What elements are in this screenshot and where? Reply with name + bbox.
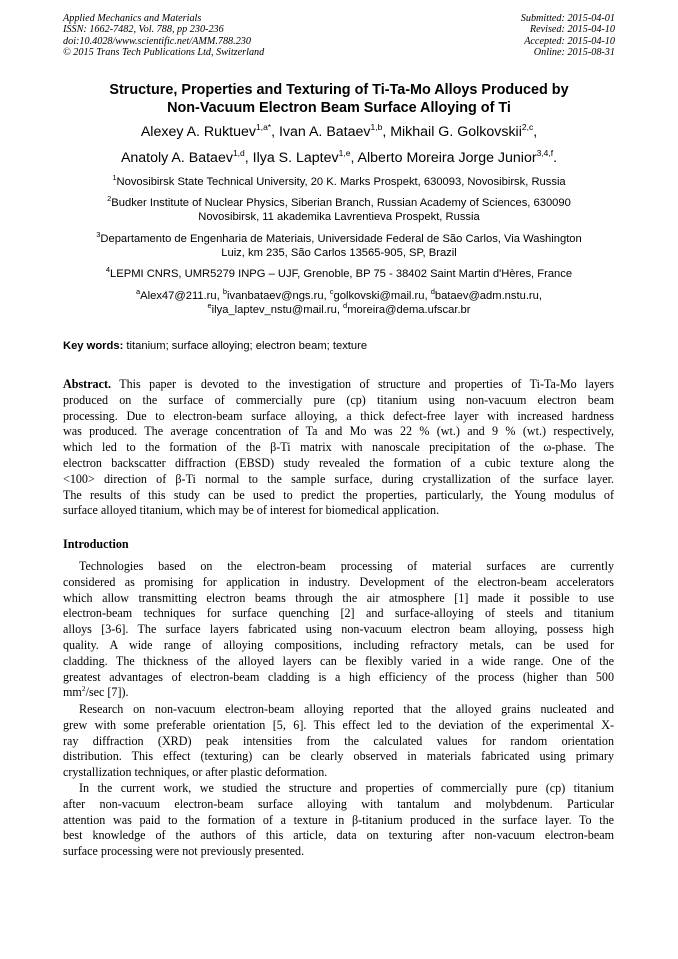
affiliation-1: [60, 175, 618, 189]
affiliation-sup: 1: [112, 173, 117, 182]
unit-text: mm: [63, 685, 82, 700]
body-line: In the current work, we studied the structure and properties of commercially pure (cp) titanium: [79, 781, 614, 795]
email-line: [60, 289, 618, 303]
affiliation-2: [60, 196, 618, 224]
abstract-line: processing. Due to electron-beam surface alloying, a thick defect-free layer with increased hardness: [63, 408, 614, 423]
intro-paragraph-3: [63, 781, 614, 860]
body-line: Technologies based on the electron-beam processing of material surfaces are currently: [79, 559, 614, 573]
journal-info: [63, 13, 264, 58]
author-name: , Mikhail G. Golkovskii: [382, 124, 522, 140]
body-line: best knowledge of the authors of this article, data on texturing after non-vacuum electron-beam: [63, 828, 614, 843]
unit-sup: 2: [81, 685, 86, 694]
author-line: [40, 123, 638, 141]
body-line: surface processing were not previously presented.: [63, 844, 305, 859]
keywords: [63, 339, 367, 353]
date-revised: Revised: 2015-04-10: [529, 24, 615, 36]
affiliation-text: Budker Institute of Nuclear Physics, Siberian Branch, Russian Academy of Sciences, 630090: [111, 197, 571, 209]
email: Alex47@211.ru,: [140, 290, 223, 302]
title-line: Non-Vacuum Electron Beam Surface Alloying of Ti: [167, 100, 511, 116]
author-line: [40, 149, 638, 167]
body-line: cladding. The thickness of the alloyed layers can be flexibly varied in a wide range. One of the: [63, 653, 614, 668]
abstract-text: This paper is devoted to the investigation of structure and properties of Ti-Ta-Mo layers: [111, 377, 614, 391]
journal-issn: ISSN: 1662-7482, Vol. 788, pp 230-236: [63, 24, 224, 36]
affiliation-line: [60, 232, 618, 246]
affiliation-line: [60, 196, 618, 210]
email: moreira@dema.ufscar.br: [347, 304, 471, 317]
author-name: , Ilya S. Laptev: [244, 150, 339, 166]
author-name: , Alberto Moreira Jorge Junior: [350, 150, 537, 166]
author-sup: 1,d: [232, 148, 245, 158]
affiliation-text: Novosibirsk, 11 akademika Lavrentieva Prospekt, Russia: [198, 211, 480, 223]
email: golkovski@mail.ru,: [333, 290, 431, 302]
email-line: [60, 303, 618, 317]
affiliation-text: Luiz, km 235, São Carlos 13565-905, SP, Brazil: [221, 247, 457, 259]
affiliation-sup: 3: [96, 230, 101, 239]
intro-paragraph-1: [63, 559, 614, 701]
abstract-label: Abstract.: [63, 377, 112, 391]
publication-dates: [521, 13, 615, 58]
author-sup: 2,c: [521, 122, 534, 132]
body-line: grew with some preferable orientation [5, 6]. This effect led to the deviation of the experimental X-: [63, 717, 614, 732]
email-sup: a: [135, 287, 141, 296]
affiliation-text: Departamento de Engenharia de Materiais, Universidade Federal de São Carlos, Via Washington: [100, 233, 582, 245]
email-sup: d: [430, 287, 435, 296]
journal-name: Applied Mechanics and Materials: [63, 13, 202, 24]
body-line: distribution. This effect (texturing) can be clearly observed in materials fabricated using primary: [63, 749, 614, 764]
email-sup: c: [329, 287, 334, 296]
keywords-text: titanium; surface alloying; electron beam; texture: [123, 340, 368, 352]
email: bataev@adm.nstu.ru,: [434, 290, 542, 302]
affiliation-4: [60, 267, 618, 281]
author-name: , Ivan A. Bataev: [271, 124, 371, 140]
email-sup: e: [207, 301, 212, 311]
body-text: /sec [7]).: [85, 685, 129, 700]
body-line: after non-vacuum electron-beam surface alloying with tantalum and molybdenum. Particular: [63, 796, 614, 811]
body-line: greatest advantages of electron-beam cladding is a high efficiency of the process (higher than 500: [63, 669, 614, 684]
email-sup: b: [222, 287, 227, 296]
date-online: Online: 2015-08-31: [533, 46, 615, 58]
affiliation-text: Novosibirsk State Technical University, 20 K. Marks Prospekt, 630093, Novosibirsk, Russia: [116, 176, 566, 188]
abstract-line: surface alloyed titanium, which may be of interest for biomedical application.: [63, 503, 440, 518]
body-line: [63, 685, 614, 701]
abstract-line: The results of this study can be used to predict the properties, particularly, the Young modulus of: [63, 487, 614, 502]
author-sup: 1,e: [338, 148, 351, 158]
body-line: Research on non-vacuum electron-beam alloying reported that the alloyed grains nucleated and: [79, 702, 614, 716]
author-sep: ,: [533, 124, 538, 140]
abstract-line: which led to the formation of the β-Ti matrix with nanoscale precipitation of the ω-phase. The: [63, 440, 614, 455]
author-sup: 1,b: [370, 122, 383, 132]
email: ivanbataev@ngs.ru,: [227, 290, 330, 302]
email-sup: d: [343, 301, 348, 311]
author-name: Anatoly A. Bataev: [120, 150, 233, 166]
journal-copyright: © 2015 Trans Tech Publications Ltd, Switzerland: [63, 46, 265, 58]
affiliation-text: LEPMI CNRS, UMR5279 INPG – UJF, Grenoble, BP 75 - 38402 Saint Martin d'Hères, France: [110, 268, 573, 280]
abstract-line: electron backscatter diffraction (EBSD) study revealed the formation of a cubic texture along the: [63, 455, 614, 470]
abstract: [63, 377, 614, 519]
author-sup: 1,a*: [255, 122, 272, 132]
date-submitted: Submitted: 2015-04-01: [520, 13, 615, 24]
body-line: considered as promising for application in industry. Development of the electron-beam accelerators: [63, 574, 614, 589]
body-line: alloys [3-6]. The surface layers fabricated using non-vacuum electron beam alloying, possess high: [63, 622, 614, 637]
author-name: Alexey A. Ruktuev: [140, 124, 256, 140]
author-emails: [60, 289, 618, 318]
keywords-label: Key words:: [63, 340, 124, 352]
date-accepted: Accepted: 2015-04-10: [524, 35, 615, 47]
body-line: quality. A wide range of alloying compositions, including refractory metals, can be used for: [63, 637, 614, 652]
body-line: electron-beam techniques for surface quenching [2] and surface-alloying of steels and titanium: [63, 606, 614, 621]
title-line: Structure, Properties and Texturing of Ti-Ta-Mo Alloys Produced by: [109, 82, 569, 98]
abstract-line: was produced. The average concentration of Ta and Mo was 22 % (wt.) and 9 % (wt.) respectively,: [63, 424, 614, 439]
section-heading: Introduction: [63, 537, 129, 551]
body-line: attention was paid to the formation of a texture in β-titanium produced in the surface layer. To the: [63, 812, 614, 827]
author-sep: .: [553, 150, 558, 166]
body-line: which allow transmitting electron beams through the air atmosphere [1] made it possible to use: [63, 590, 614, 605]
journal-doi: doi:10.4028/www.scientific.net/AMM.788.230: [63, 35, 251, 47]
email: ilya_laptev_nstu@mail.ru,: [211, 304, 344, 317]
affiliation-sup: 4: [105, 265, 111, 274]
body-line: ray diffraction (XRD) peak intensities from the calculated values for random orientation: [63, 733, 614, 748]
intro-paragraph-2: [63, 702, 614, 781]
affiliation-3: [60, 232, 618, 260]
paper-title: [50, 81, 628, 117]
abstract-line: produced on the surface of commercially pure (cp) titanium using non-vacuum electron beam: [63, 392, 614, 407]
affiliation-sup: 2: [107, 194, 112, 203]
abstract-line: <100> direction of β-Ti normal to the sample surface, during crystallization of the surface layer.: [63, 471, 614, 486]
body-line: crystallization techniques, or after plastic deformation.: [63, 765, 328, 780]
abstract-line: [63, 377, 614, 393]
author-sup: 3,4,f: [536, 148, 554, 158]
